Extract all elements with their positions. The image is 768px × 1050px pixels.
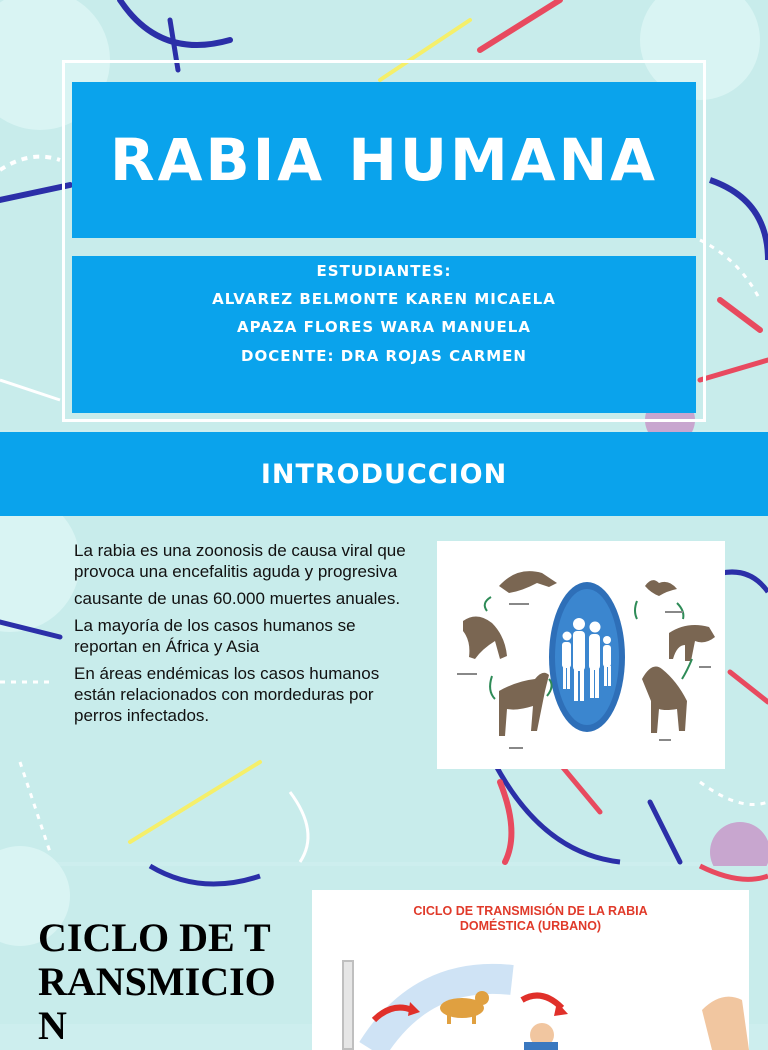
- introduction-heading-bar: [0, 432, 768, 516]
- introduction-text: [74, 540, 414, 732]
- cycle-heading: CICLO DE TRANSMICION: [38, 915, 276, 1048]
- transmission-cycle-slide: [0, 866, 768, 1048]
- student-name-2: APAZA FLORES WARA MANUELA: [237, 318, 531, 336]
- figure-title-line-2: DOMÉSTICA (URBANO): [459, 919, 602, 933]
- transmission-cycle-image: [437, 541, 725, 769]
- figure-title-line-1: CICLO DE TRANSMISIÓN DE LA RABIA: [413, 904, 648, 918]
- student-name-1: ALVAREZ BELMONTE KAREN MICAELA: [212, 290, 556, 308]
- introduction-heading: INTRODUCCION: [260, 458, 508, 490]
- intro-paragraph: La mayoría de los casos humanos se reportan en África y Asia: [74, 616, 356, 656]
- teacher-name: DOCENTE: DRA ROJAS CARMEN: [241, 347, 527, 365]
- urban-cycle-illustration-icon: [312, 890, 749, 1050]
- urban-cycle-image: [312, 890, 749, 1050]
- intro-paragraph: La rabia es una zoonosis de causa viral que provoca una encefalitis aguda y progresiva: [74, 541, 406, 581]
- slide-title: RABIA HUMANA: [109, 126, 659, 194]
- credits-box: [72, 256, 696, 413]
- students-label: ESTUDIANTES:: [316, 262, 452, 280]
- rabies-transmission-cycle-animals-icon: [437, 541, 725, 769]
- title-slide: [0, 0, 768, 430]
- intro-paragraph: causante de unas 60.000 muertes anuales.: [74, 589, 401, 608]
- introduction-slide: [0, 432, 768, 862]
- intro-paragraph: En áreas endémicas los casos humanos están relacionados con mordeduras por perros infectados.: [74, 664, 380, 725]
- title-banner: [72, 82, 696, 238]
